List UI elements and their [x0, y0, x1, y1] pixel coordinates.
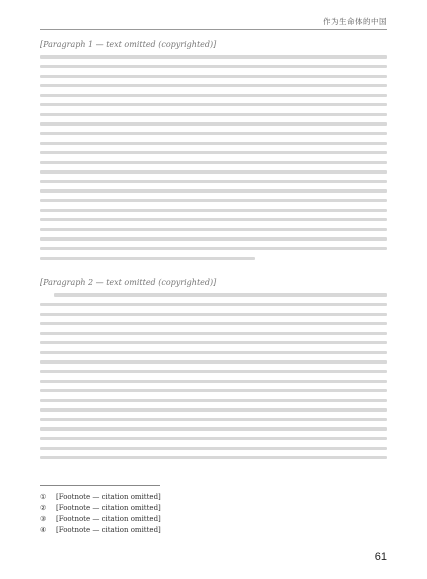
text-line: [40, 447, 387, 450]
footnote-rule: [40, 485, 160, 486]
text-line: [40, 142, 387, 145]
text-line: [40, 360, 387, 363]
paragraph-2: [40, 278, 387, 466]
footnote-number: ②: [40, 504, 47, 512]
text-line: [40, 209, 387, 212]
footnote: [40, 503, 387, 514]
footnotes: [40, 492, 387, 536]
text-line: [40, 113, 387, 116]
text-line: [40, 247, 387, 250]
paragraph-1: [40, 40, 387, 266]
text-line: [40, 132, 387, 135]
text-line: [40, 370, 387, 373]
text-line: [40, 161, 387, 164]
text-line: [40, 237, 387, 240]
text-line: [40, 199, 387, 202]
text-line: [40, 380, 387, 383]
text-line: [40, 322, 387, 325]
footnote: [40, 492, 387, 503]
text-line: [40, 228, 387, 231]
header-rule: [40, 29, 387, 30]
footnote-text: [Footnote — citation omitted]: [56, 526, 161, 534]
text-line: [40, 75, 387, 78]
text-line: [40, 399, 387, 402]
footnote: [40, 514, 387, 525]
footnote-text: [Footnote — citation omitted]: [56, 515, 161, 523]
footnote: [40, 525, 387, 536]
text-line: [40, 84, 387, 87]
text-line: [40, 257, 255, 260]
text-line: [40, 341, 387, 344]
text-line: [40, 418, 387, 421]
text-line: [40, 180, 387, 183]
paragraph-2-placeholder: [Paragraph 2 — text omitted (copyrighted)]: [40, 278, 217, 287]
text-line: [40, 103, 387, 106]
text-line: [54, 293, 387, 296]
text-line: [40, 65, 387, 68]
running-header: 作为生命体的中国: [323, 17, 387, 26]
text-line: [40, 151, 387, 154]
footnote-text: [Footnote — citation omitted]: [56, 493, 161, 501]
text-line: [40, 389, 387, 392]
text-line: [40, 408, 387, 411]
footnote-number: ④: [40, 526, 47, 534]
text-line: [40, 189, 387, 192]
text-line: [40, 55, 387, 58]
text-line: [40, 437, 387, 440]
text-line: [40, 456, 387, 459]
text-line: [40, 313, 387, 316]
text-line: [40, 332, 387, 335]
text-line: [40, 351, 387, 354]
page-number: 61: [374, 551, 387, 563]
text-line: [40, 303, 387, 306]
text-line: [40, 427, 387, 430]
footnote-text: [Footnote — citation omitted]: [56, 504, 161, 512]
footnote-number: ③: [40, 515, 47, 523]
text-line: [40, 218, 387, 221]
text-line: [40, 122, 387, 125]
text-line: [40, 94, 387, 97]
footnote-number: ①: [40, 493, 47, 501]
paragraph-1-placeholder: [Paragraph 1 — text omitted (copyrighted)]: [40, 40, 217, 49]
text-line: [40, 170, 387, 173]
